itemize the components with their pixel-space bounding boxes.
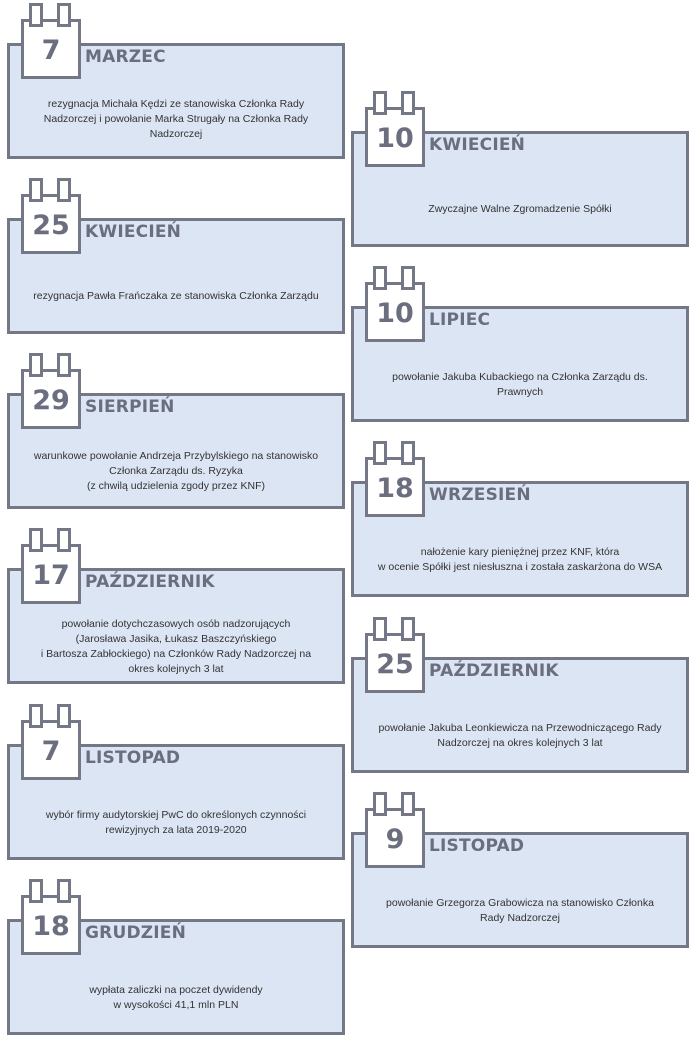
event-month: WRZESIEŃ [429,485,531,505]
event-card [7,178,345,302]
event-card [351,441,689,573]
calendar-icon [365,792,425,868]
calendar-icon [365,266,425,342]
event-description: rezygnacja Michała Kędzi ze stanowiska Członka Rady Nadzorczej i powołanie Marka Strugały na Członka Rady Nadzorczej [43,98,309,140]
event-month: GRUDZIEŃ [85,923,187,943]
event-card [7,3,345,140]
event-card [351,91,689,215]
event-card [351,266,689,398]
event-day: 25 [32,210,70,241]
event-day: 10 [376,123,414,154]
calendar-icon [21,353,81,429]
event-month: MARZEC [85,47,166,67]
event-day: 18 [376,473,414,504]
calendar-icon [21,528,81,604]
event-day: 18 [32,911,70,942]
event-description: wybór firmy audytorskiej PwC do określonych czynności rewizyjnych za lata 2019-2020 [45,809,307,836]
event-card [351,792,689,924]
event-card [7,353,345,492]
event-description: rezygnacja Pawła Frańczaka ze stanowiska Członka Zarządu [33,290,319,302]
calendar-icon [365,91,425,167]
event-description: powołanie dotychczasowych osób nadzorujących (Jarosława Jasika, Łukasz Baszczyńskiego i Bartosza Zabłockiego) na Członków Rady Nadzorczej na okres kolejnych 3 lat [40,618,312,675]
event-day: 7 [41,736,61,767]
event-description: Zwyczajne Walne Zgromadzenie Spółki [428,203,612,215]
event-day: 7 [41,35,61,66]
event-description: nałożenie kary pieniężnej przez KNF, która w ocenie Spółki jest niesłuszna i została zaskarżona do WSA [377,546,663,573]
event-description: powołanie Jakuba Leonkiewicza na Przewodniczącego Rady Nadzorczej na okres kolejnych 3 lat [378,722,662,749]
calendar-icon [21,879,81,955]
event-day: 10 [376,298,414,329]
event-description: wypłata zaliczki na poczet dywidendy w wysokości 41,1 mln PLN [89,984,263,1011]
event-day: 29 [32,385,70,416]
event-day: 25 [376,649,414,680]
calendar-icon [21,704,81,780]
event-card [7,528,345,675]
event-month: PAŹDZIERNIK [85,572,215,592]
event-card [7,704,345,836]
event-month: KWIECIEŃ [85,222,182,242]
event-description: powołanie Jakuba Kubackiego na Członka Zarządu ds. Prawnych [392,371,648,398]
event-day: 9 [385,824,405,855]
event-description: warunkowe powołanie Andrzeja Przybylskiego na stanowisko Członka Zarządu ds. Ryzyka (z chwilą udzielenia zgody przez KNF) [33,450,319,492]
calendar-icon [365,617,425,693]
event-card [351,617,689,749]
event-month: KWIECIEŃ [429,135,526,155]
event-month: SIERPIEŃ [85,397,175,417]
event-month: PAŹDZIERNIK [429,661,559,681]
event-description: powołanie Grzegorza Grabowicza na stanowisko Członka Rady Nadzorczej [386,897,654,924]
calendar-icon [21,178,81,254]
event-month: LISTOPAD [85,748,181,768]
event-day: 17 [32,560,70,591]
event-month: LIPIEC [429,310,491,330]
calendar-icon [365,441,425,517]
event-card [7,879,345,1011]
event-month: LISTOPAD [429,836,525,856]
calendar-icon [21,3,81,79]
